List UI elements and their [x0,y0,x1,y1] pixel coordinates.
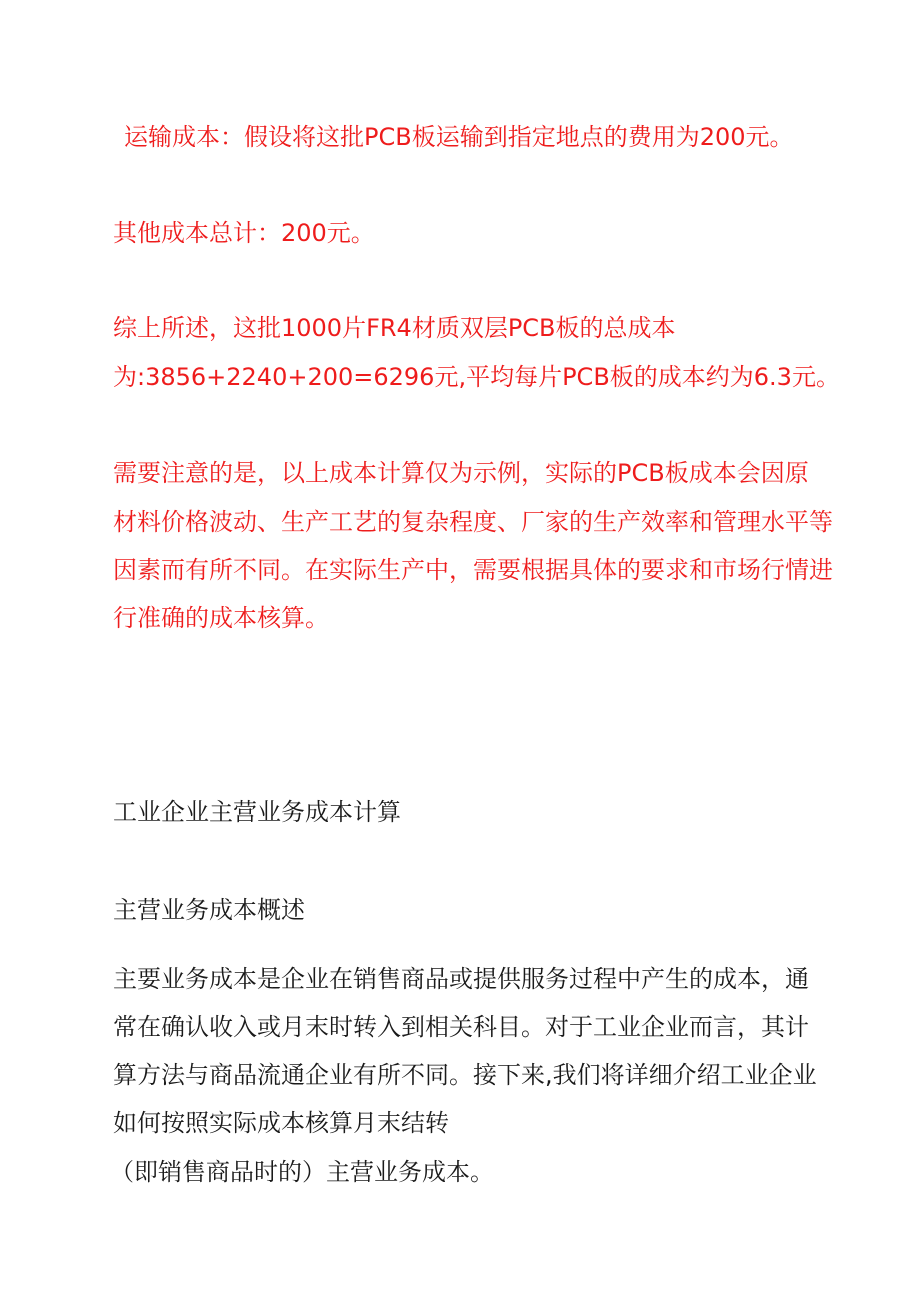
paragraph-line-4: 如何按照实际成本核算月末结转 [113,1109,449,1137]
summary-line-1: 综上所述，这批1000片FR4材质双层PCB板的总成本 [113,314,676,342]
note-line-4: 行准确的成本核算。 [113,604,329,632]
note-line-1: 需要注意的是，以上成本计算仅为示例，实际的PCB板成本会因原 [113,459,809,487]
other-cost-total-line: 其他成本总计：200元。 [113,219,375,247]
paragraph-line-5: （即销售商品时的）主营业务成本。 [110,1158,494,1186]
paragraph-line-1: 主要业务成本是企业在销售商品或提供服务过程中产生的成本，通 [113,965,809,993]
note-line-3: 因素而有所不同。在实际生产中，需要根据具体的要求和市场行情进 [113,556,833,584]
section-heading: 工业企业主营业务成本计算 [113,798,401,826]
transport-cost-line: 运输成本：假设将这批PCB板运输到指定地点的费用为200元。 [124,123,794,151]
section-subheading: 主营业务成本概述 [113,896,305,924]
note-line-2: 材料价格波动、生产工艺的复杂程度、厂家的生产效率和管理水平等 [113,508,833,536]
summary-line-2: 为:3856+2240+200=6296元,平均每片PCB板的成本约为6.3元。 [113,363,840,391]
paragraph-line-3: 算方法与商品流通企业有所不同。接下来,我们将详细介绍工业企业 [113,1061,817,1089]
paragraph-line-2: 常在确认收入或月末时转入到相关科目。对于工业企业而言，其计 [113,1013,809,1041]
